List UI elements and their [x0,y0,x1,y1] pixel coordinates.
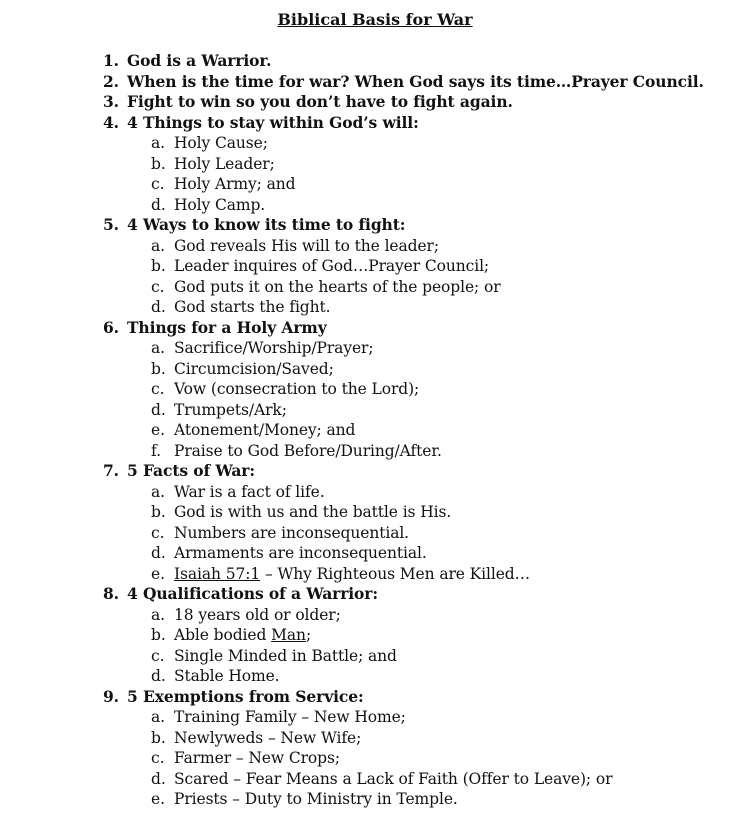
subitem-text [174,133,268,154]
subitem-letter: e. [151,790,165,808]
outline-list [0,51,750,810]
subitem-text [174,338,373,359]
item-number: 8. [103,584,119,603]
outline-item [0,461,750,482]
item-text: 4 Qualifications of a Warrior: [127,584,378,603]
outline-item [0,215,750,236]
outline-subitem [0,666,750,687]
subitem-letter: b. [151,257,166,275]
subitem-text [174,441,442,462]
subitem-text [174,420,355,441]
subitem-text-part: Single Minded in Battle; and [174,646,397,665]
subitem-text-tail: ; [305,626,312,644]
underlined-word: Man [271,626,306,644]
subitem-letter: a. [151,605,165,624]
subitem-text-part: God reveals His will to the leader; [174,236,439,255]
outline-item [0,92,750,113]
outline-subitem [0,605,750,626]
subitem-letter: f. [151,441,161,460]
scripture-link[interactable]: Isaiah 57:1 [174,564,261,583]
subitem-letter: a. [151,708,165,726]
subitem-text [174,523,409,544]
item-number: 6. [103,317,119,337]
subitem-letter: c. [151,175,165,193]
outline-subitem [0,564,750,585]
subitem-letter: d. [151,667,166,685]
outline-item [0,584,750,605]
item-number: 9. [103,686,119,706]
subitem-text [174,400,287,421]
subitem-text-part: Vow (consecration to the Lord); [174,380,420,398]
subitem-text-part: Able bodied [174,626,272,644]
outline-subitem [0,728,750,749]
outline-subitem [0,133,750,154]
subitem-letter: a. [151,482,165,501]
outline-subitem [0,646,750,667]
subitem-letter: c. [151,749,165,767]
subitem-letter: b. [151,154,166,173]
subitem-text [174,482,325,503]
subitem-letter: d. [151,544,166,562]
item-number: 4. [103,112,119,132]
subitem-letter: e. [151,421,165,439]
subitem-letter: a. [151,236,165,255]
subitem-text [174,543,427,564]
subitem-text-part: Training Family – New Home; [174,708,406,726]
subitem-text [174,277,501,298]
item-text: God is a Warrior. [127,51,272,70]
outline-subitem [0,748,750,769]
subitem-text-part: Farmer – New Crops; [174,749,340,767]
outline-subitem [0,441,750,462]
subitem-text-part: Atonement/Money; and [174,421,356,439]
outline-item [0,113,750,134]
subitem-text [174,154,275,175]
outline-subitem [0,769,750,790]
subitem-text [174,625,311,646]
subitem-text [174,707,406,728]
item-number: 1. [103,51,119,70]
item-text: 5 Exemptions from Service: [127,686,364,706]
subitem-text-part: Holy Cause; [174,134,268,152]
subitem-letter: c. [151,523,165,542]
outline-subitem [0,420,750,441]
outline-subitem [0,789,750,810]
subitem-text [174,297,330,318]
subitem-letter: b. [151,359,166,378]
subitem-letter: c. [151,380,165,398]
subitem-letter: d. [151,769,166,788]
subitem-letter: a. [151,134,165,152]
subitem-text [174,605,341,626]
subitem-text-part: Holy Camp. [174,195,266,214]
subitem-text-part: Newlyweds – New Wife; [174,728,362,747]
outline-subitem [0,502,750,523]
subitem-letter: a. [151,339,165,357]
subitem-text-part: Trumpets/Ark; [174,400,287,419]
subitem-text [174,502,451,523]
subitem-text [174,564,530,585]
subitem-text [174,174,295,195]
subitem-letter: b. [151,503,166,521]
subitem-letter: b. [151,626,166,644]
outline-subitem [0,543,750,564]
subitem-text [174,256,489,277]
subitem-letter: d. [151,298,166,316]
outline-subitem [0,338,750,359]
outline-subitem [0,400,750,421]
outline-subitem [0,154,750,175]
document-title: Biblical Basis for War [277,10,473,29]
item-number: 7. [103,461,119,480]
subitem-text [174,195,265,216]
outline-subitem [0,482,750,503]
outline-subitem [0,195,750,216]
subitem-letter: d. [151,400,166,419]
outline-subitem [0,379,750,400]
subitem-letter: b. [151,728,166,747]
subitem-text-part: God is with us and the battle is His. [174,503,452,521]
subitem-letter: e. [151,564,165,583]
subitem-text-part: Scared – Fear Means a Lack of Faith (Offer to Leave); or [174,769,613,788]
subitem-letter: d. [151,195,166,214]
outline-item [0,318,750,339]
subitem-text [174,379,419,400]
subitem-text [174,359,334,380]
subitem-text-part: Armaments are inconsequential. [174,544,427,562]
outline-item [0,72,750,93]
outline-subitem [0,236,750,257]
item-number: 5. [103,215,119,234]
subitem-text [174,646,397,667]
subitem-text-part: God puts it on the hearts of the people; or [174,277,501,296]
outline-subitem [0,256,750,277]
subitem-text-part: – Why Righteous Men are Killed… [260,564,531,583]
subitem-text-part: Holy Army; and [174,175,296,193]
item-text: 4 Ways to know its time to fight: [127,215,406,234]
item-text: 4 Things to stay within God’s will: [127,112,419,132]
subitem-text-part: War is a fact of life. [174,482,325,501]
subitem-text-part: Priests – Duty to Ministry in Temple. [174,790,458,808]
subitem-text-part: Numbers are inconsequential. [174,523,410,542]
outline-subitem [0,523,750,544]
subitem-letter: c. [151,646,165,665]
subitem-text [174,728,361,749]
outline-subitem [0,707,750,728]
subitem-text-part: Praise to God Before/During/After. [174,441,442,460]
outline-subitem [0,277,750,298]
subitem-text [174,748,340,769]
outline-subitem [0,625,750,646]
subitem-text-part: Stable Home. [174,667,280,685]
subitem-text [174,236,439,257]
subitem-text [174,789,458,810]
item-text: Fight to win so you don’t have to fight again. [127,92,513,111]
outline-item [0,51,750,72]
item-number: 3. [103,92,119,111]
item-number: 2. [103,71,119,91]
outline-subitem [0,174,750,195]
item-text: 5 Facts of War: [127,461,255,480]
outline-subitem [0,297,750,318]
subitem-letter: c. [151,277,165,296]
subitem-text-part: Circumcision/Saved; [174,359,334,378]
subitem-text [174,666,280,687]
subitem-text-part: 18 years old or older; [174,605,341,624]
subitem-text-part: Sacrifice/Worship/Prayer; [174,339,374,357]
subitem-text [174,769,612,790]
outline-item [0,687,750,708]
subitem-text-part: God starts the fight. [174,298,331,316]
subitem-text-part: Holy Leader; [174,154,275,173]
item-text: Things for a Holy Army [127,317,327,337]
subitem-text-part: Leader inquires of God…Prayer Council; [174,257,490,275]
item-text: When is the time for war? When God says its time…Prayer Council. [127,71,704,91]
outline-subitem [0,359,750,380]
